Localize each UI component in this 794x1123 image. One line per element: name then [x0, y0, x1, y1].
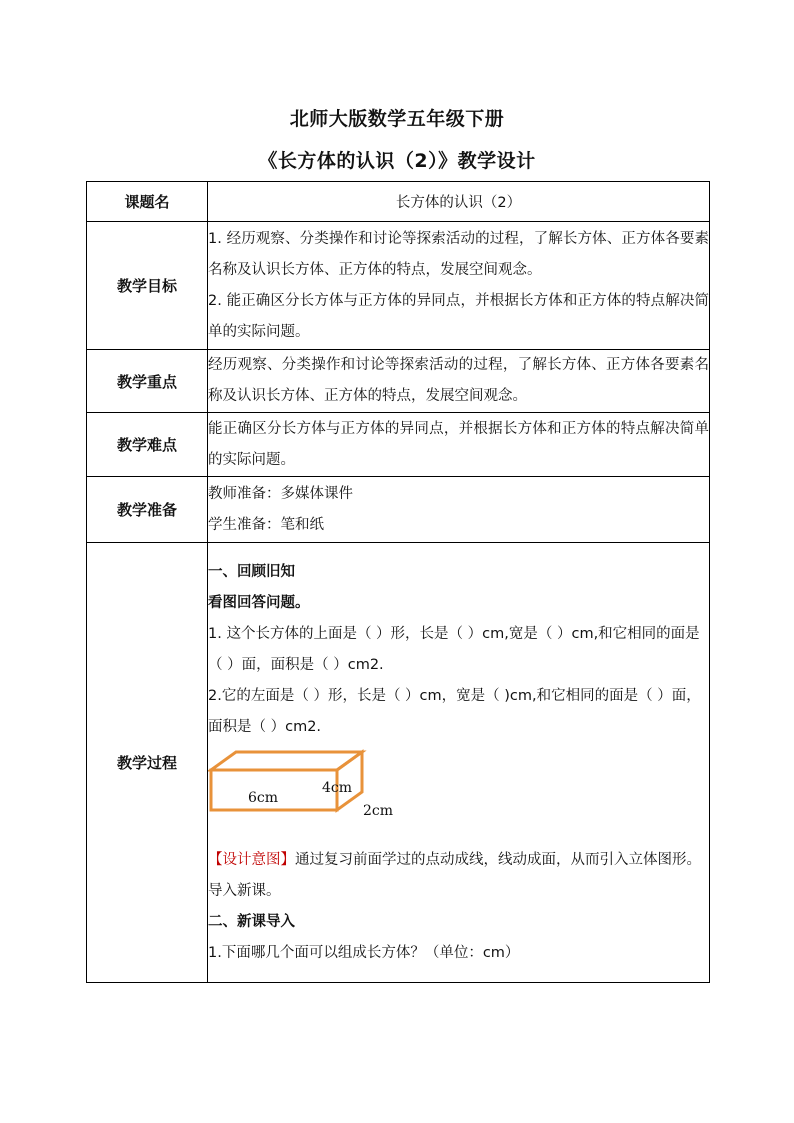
- design-intent: [208, 845, 709, 907]
- goals-label: 教学目标: [87, 222, 208, 350]
- goals-content: [208, 222, 710, 350]
- question-1: 1. 这个长方体的上面是（ ）形，长是（ ）cm,宽是（ ）cm,和它相同的面是（ ）面，面积是（ ）cm2.: [208, 625, 700, 673]
- difficulties-label: 教学难点: [87, 413, 208, 477]
- goal-item-2: 2. 能正确区分长方体与正方体的异同点，并根据长方体和正方体的特点解决简单的实际问题。: [208, 292, 709, 340]
- topic-label: 课题名: [87, 182, 208, 222]
- section1-heading: 一、回顾旧知: [208, 563, 295, 580]
- teacher-preparation: 教师准备：多媒体课件: [208, 485, 353, 502]
- table-row-key-points: [87, 350, 710, 413]
- table-row-topic: [87, 182, 710, 222]
- process-content: [208, 543, 710, 983]
- question-3: 1.下面哪几个面可以组成长方体？（单位：cm）: [208, 944, 520, 961]
- preparation-label: 教学准备: [87, 477, 208, 543]
- student-preparation: 学生准备：笔和纸: [208, 516, 324, 533]
- key-points-content: 经历观察、分类操作和讨论等探索活动的过程，了解长方体、正方体各要素名称及认识长方体、正方体的特点，发展空间观念。: [208, 350, 710, 413]
- document-subtitle: 《长方体的认识（2）》教学设计: [258, 150, 536, 172]
- section1-subheading: 看图回答问题。: [208, 594, 310, 611]
- difficulties-content: 能正确区分长方体与正方体的异同点，并根据长方体和正方体的特点解决简单的实际问题。: [208, 413, 710, 477]
- width-label: 2cm: [363, 802, 394, 819]
- topic-value: 长方体的认识（2）: [208, 182, 710, 222]
- preparation-content: [208, 477, 710, 543]
- cuboid-drawing: [208, 747, 408, 839]
- document-title: 北师大版数学五年级下册: [289, 108, 505, 130]
- question-2: 2.它的左面是（ ）形，长是（ ）cm，宽是（ )cm,和它相同的面是（ ）面，面积是（ ）cm2.: [208, 687, 701, 735]
- process-label: 教学过程: [87, 543, 208, 983]
- height-label: 4cm: [322, 779, 353, 796]
- key-points-label: 教学重点: [87, 350, 208, 413]
- table-row-goals: [87, 222, 710, 350]
- table-row-preparation: [87, 477, 710, 543]
- goal-item-1: 1. 经历观察、分类操作和讨论等探索活动的过程，了解长方体、正方体各要素名称及认识长方体、正方体的特点，发展空间观念。: [208, 230, 709, 278]
- table-row-process: [87, 543, 710, 983]
- table-row-difficulties: [87, 413, 710, 477]
- section2-heading: 二、新课导入: [208, 913, 295, 930]
- lesson-plan-table: [86, 181, 710, 983]
- design-intent-text: 通过复习前面学过的点动成线，线动成面，从而引入立体图形。导入新课。: [208, 851, 701, 899]
- design-intent-tag: 【设计意图】: [208, 851, 295, 868]
- cuboid-figure: [208, 747, 709, 839]
- length-label: 6cm: [248, 789, 279, 806]
